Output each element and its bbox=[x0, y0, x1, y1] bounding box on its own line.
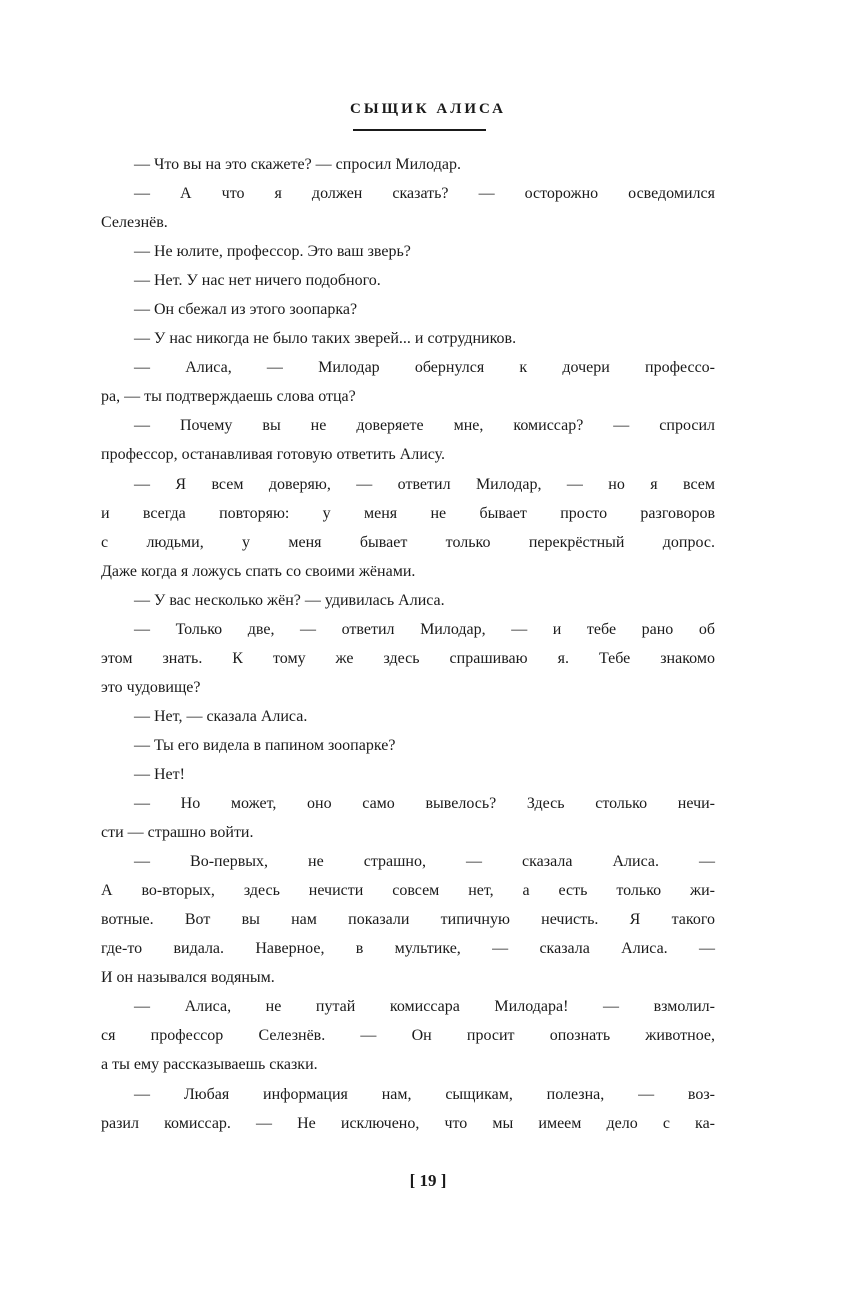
text-line: — Ты его видела в папином зоопарке? bbox=[134, 736, 396, 754]
text-line: — Но может, оно само вывелось? Здесь столько нечи- bbox=[134, 795, 715, 813]
text-line: с людьми, у меня бывает только перекрёстный допрос. bbox=[101, 533, 715, 551]
text-line: — У вас несколько жён? — удивилась Алиса. bbox=[134, 591, 445, 609]
paragraph bbox=[101, 301, 715, 330]
text-line: А во-вторых, здесь нечисти совсем нет, а есть только жи- bbox=[101, 882, 715, 900]
paragraph bbox=[101, 417, 715, 475]
text-line: ра, — ты подтверждаешь слова отца? bbox=[101, 388, 356, 406]
text-line: И он назывался водяным. bbox=[101, 969, 275, 987]
text-line: это чудовище? bbox=[101, 678, 201, 696]
paragraph bbox=[101, 853, 715, 998]
paragraph bbox=[101, 766, 715, 795]
text-line: этом знать. К тому же здесь спрашиваю я. Тебе знакомо bbox=[101, 649, 715, 667]
text-line: — Алиса, — Милодар обернулся к дочери профессо- bbox=[134, 359, 715, 377]
text-line: — Он сбежал из этого зоопарка? bbox=[134, 301, 358, 319]
text-line: где-то видала. Наверное, в мультике, — сказала Алиса. — bbox=[101, 940, 715, 958]
paragraph bbox=[101, 330, 715, 359]
text-line: — А что я должен сказать? — осторожно осведомился bbox=[134, 185, 715, 203]
text-line: — Нет, — сказала Алиса. bbox=[134, 707, 308, 725]
text-line: — Только две, — ответил Милодар, — и тебе рано об bbox=[134, 620, 715, 638]
text-line: — Я всем доверяю, — ответил Милодар, — но я всем bbox=[134, 475, 715, 493]
paragraph bbox=[101, 243, 715, 272]
text-line: и всегда повторяю: у меня не бывает просто разговоров bbox=[101, 504, 715, 522]
text-line: Даже когда я ложусь спать со своими жёнами. bbox=[101, 562, 416, 580]
paragraph bbox=[101, 737, 715, 766]
text-line: — У нас никогда не было таких зверей... и сотрудников. bbox=[134, 330, 517, 348]
paragraph bbox=[101, 708, 715, 737]
paragraph bbox=[101, 621, 715, 708]
paragraph bbox=[101, 272, 715, 301]
text-line: — Любая информация нам, сыщикам, полезна, — воз- bbox=[134, 1085, 715, 1103]
header-rule bbox=[353, 129, 486, 131]
paragraph bbox=[101, 185, 715, 243]
paragraph bbox=[101, 592, 715, 621]
paragraph bbox=[101, 156, 715, 185]
paragraph bbox=[101, 476, 715, 592]
text-line: — Не юлите, профессор. Это ваш зверь? bbox=[134, 243, 411, 261]
text-line: — Что вы на это скажете? — спросил Милодар. bbox=[134, 156, 461, 173]
paragraph bbox=[101, 1086, 715, 1144]
text-line: — Почему вы не доверяете мне, комиссар? — спросил bbox=[134, 417, 715, 435]
text-line: профессор, останавливая готовую ответить Алису. bbox=[101, 446, 446, 464]
paragraph bbox=[101, 998, 715, 1085]
running-head: СЫЩИК АЛИСА bbox=[350, 101, 506, 117]
text-line: вотные. Вот вы нам показали типичную нечисть. Я такого bbox=[101, 911, 715, 929]
text-line: Селезнёв. bbox=[101, 214, 168, 232]
text-line: ся профессор Селезнёв. — Он просит опознать животное, bbox=[101, 1027, 715, 1045]
text-line: — Алиса, не путай комиссара Милодара! — взмолил- bbox=[134, 998, 715, 1016]
text-line: сти — страшно войти. bbox=[101, 824, 254, 842]
text-line: а ты ему рассказываешь сказки. bbox=[101, 1056, 318, 1074]
body-text bbox=[101, 156, 715, 1144]
paragraph bbox=[101, 359, 715, 417]
text-line: — Нет! bbox=[134, 765, 185, 783]
text-line: — Во-первых, не страшно, — сказала Алиса. — bbox=[134, 853, 715, 871]
paragraph bbox=[101, 795, 715, 853]
text-line: — Нет. У нас нет ничего подобного. bbox=[134, 272, 381, 290]
text-line: разил комиссар. — Не исключено, что мы имеем дело с ка- bbox=[101, 1114, 715, 1132]
page-number: [ 19 ] bbox=[409, 1171, 447, 1190]
